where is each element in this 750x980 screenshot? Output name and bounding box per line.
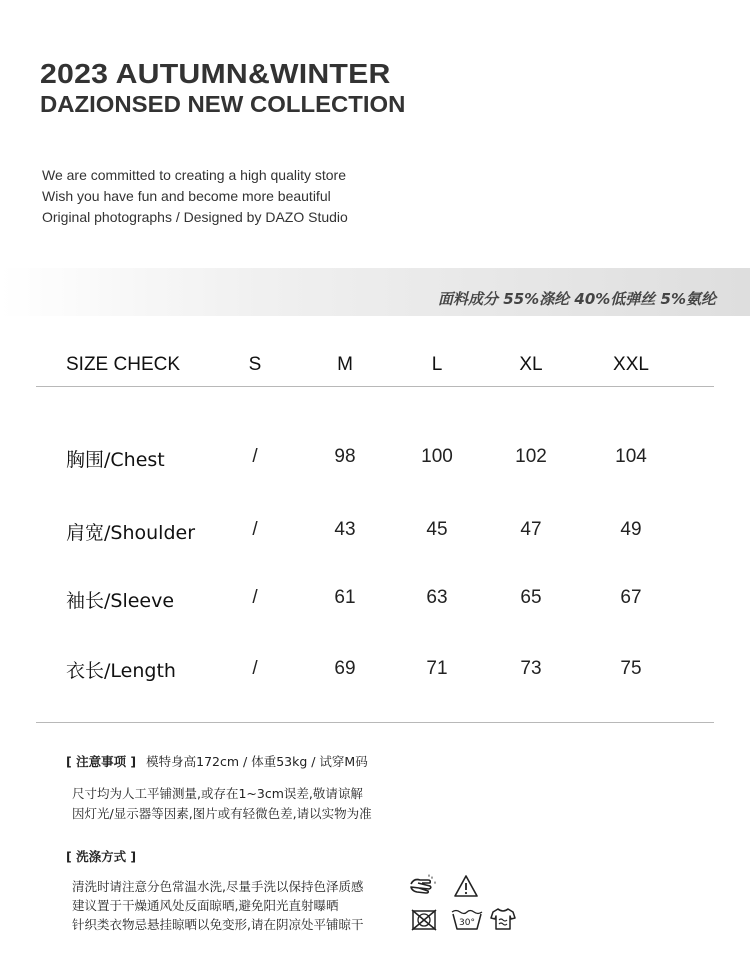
size-header-m: M bbox=[337, 354, 353, 375]
table-cell: 69 bbox=[334, 658, 356, 679]
warning-icon bbox=[453, 874, 479, 898]
tagline-line: Wish you have fun and become more beautiful bbox=[42, 188, 331, 204]
washing-line: 针织类衣物忌悬挂晾晒以免变形,请在阴凉处平铺晾干 bbox=[72, 917, 364, 932]
row-label-length: 衣长/Length bbox=[66, 660, 176, 682]
table-cell: 98 bbox=[334, 446, 356, 467]
fabric-composition: 面料成分 55%涤纶 40%低弹丝 5%氨纶 bbox=[438, 290, 716, 308]
svg-text:30°: 30° bbox=[459, 918, 475, 928]
model-info: 模特身高172cm / 体重53kg / 试穿M码 bbox=[146, 754, 368, 769]
no-tumble-dry-icon bbox=[410, 908, 438, 932]
table-cell: / bbox=[252, 519, 258, 540]
table-cell: 73 bbox=[520, 658, 542, 679]
washing-heading: [ 洗涤方式 ] bbox=[66, 849, 137, 864]
table-cell: 63 bbox=[426, 587, 448, 608]
row-label-chest: 胸围/Chest bbox=[66, 449, 165, 471]
wash-30-icon bbox=[450, 906, 484, 932]
size-header-s: S bbox=[248, 354, 262, 375]
dry-flat-icon bbox=[489, 906, 517, 932]
table-cell: 102 bbox=[515, 446, 547, 467]
tagline-line: Original photographs / Designed by DAZO Studio bbox=[42, 209, 348, 225]
table-cell: / bbox=[252, 587, 258, 608]
row-label-sleeve: 袖长/Sleeve bbox=[66, 590, 175, 612]
tagline-line: We are committed to creating a high quality store bbox=[42, 167, 347, 183]
table-cell: 100 bbox=[421, 446, 453, 467]
table-cell: 45 bbox=[426, 519, 448, 540]
size-header-xxl: XXL bbox=[613, 354, 649, 375]
size-header-xl: XL bbox=[519, 354, 543, 375]
table-cell: 49 bbox=[620, 519, 642, 540]
table-cell: 75 bbox=[620, 658, 642, 679]
washing-line: 清洗时请注意分色常温水洗,尽量手洗以保持色泽质感 bbox=[72, 879, 364, 894]
table-cell: 61 bbox=[334, 587, 356, 608]
hand-wash-icon bbox=[408, 872, 438, 898]
table-cell: 104 bbox=[615, 446, 647, 467]
size-check-header: SIZE CHECK bbox=[66, 354, 181, 375]
collection-subtitle: DAZIONSED NEW COLLECTION bbox=[40, 91, 406, 117]
table-cell: 67 bbox=[620, 587, 642, 608]
row-label-shoulder: 肩宽/Shoulder bbox=[66, 522, 196, 544]
table-cell: 43 bbox=[334, 519, 356, 540]
table-divider-bottom bbox=[36, 722, 714, 723]
size-header-l: L bbox=[431, 354, 443, 375]
table-cell: 47 bbox=[520, 519, 542, 540]
table-divider-top bbox=[36, 386, 714, 387]
notes-row bbox=[66, 752, 368, 770]
note-line: 尺寸均为人工平铺测量,或存在1~3cm误差,敬请谅解 bbox=[72, 786, 363, 801]
table-cell: / bbox=[252, 658, 258, 679]
note-line: 因灯光/显示器等因素,图片或有轻微色差,请以实物为准 bbox=[72, 806, 372, 821]
notes-heading: [ 注意事项 ] bbox=[66, 754, 137, 769]
table-cell: 65 bbox=[520, 587, 542, 608]
table-cell: 71 bbox=[426, 658, 448, 679]
table-cell: / bbox=[252, 446, 258, 467]
washing-line: 建议置于干燥通风处反面晾晒,避免阳光直射曝晒 bbox=[72, 898, 339, 913]
collection-title: 2023 AUTUMN&WINTER bbox=[40, 58, 391, 89]
